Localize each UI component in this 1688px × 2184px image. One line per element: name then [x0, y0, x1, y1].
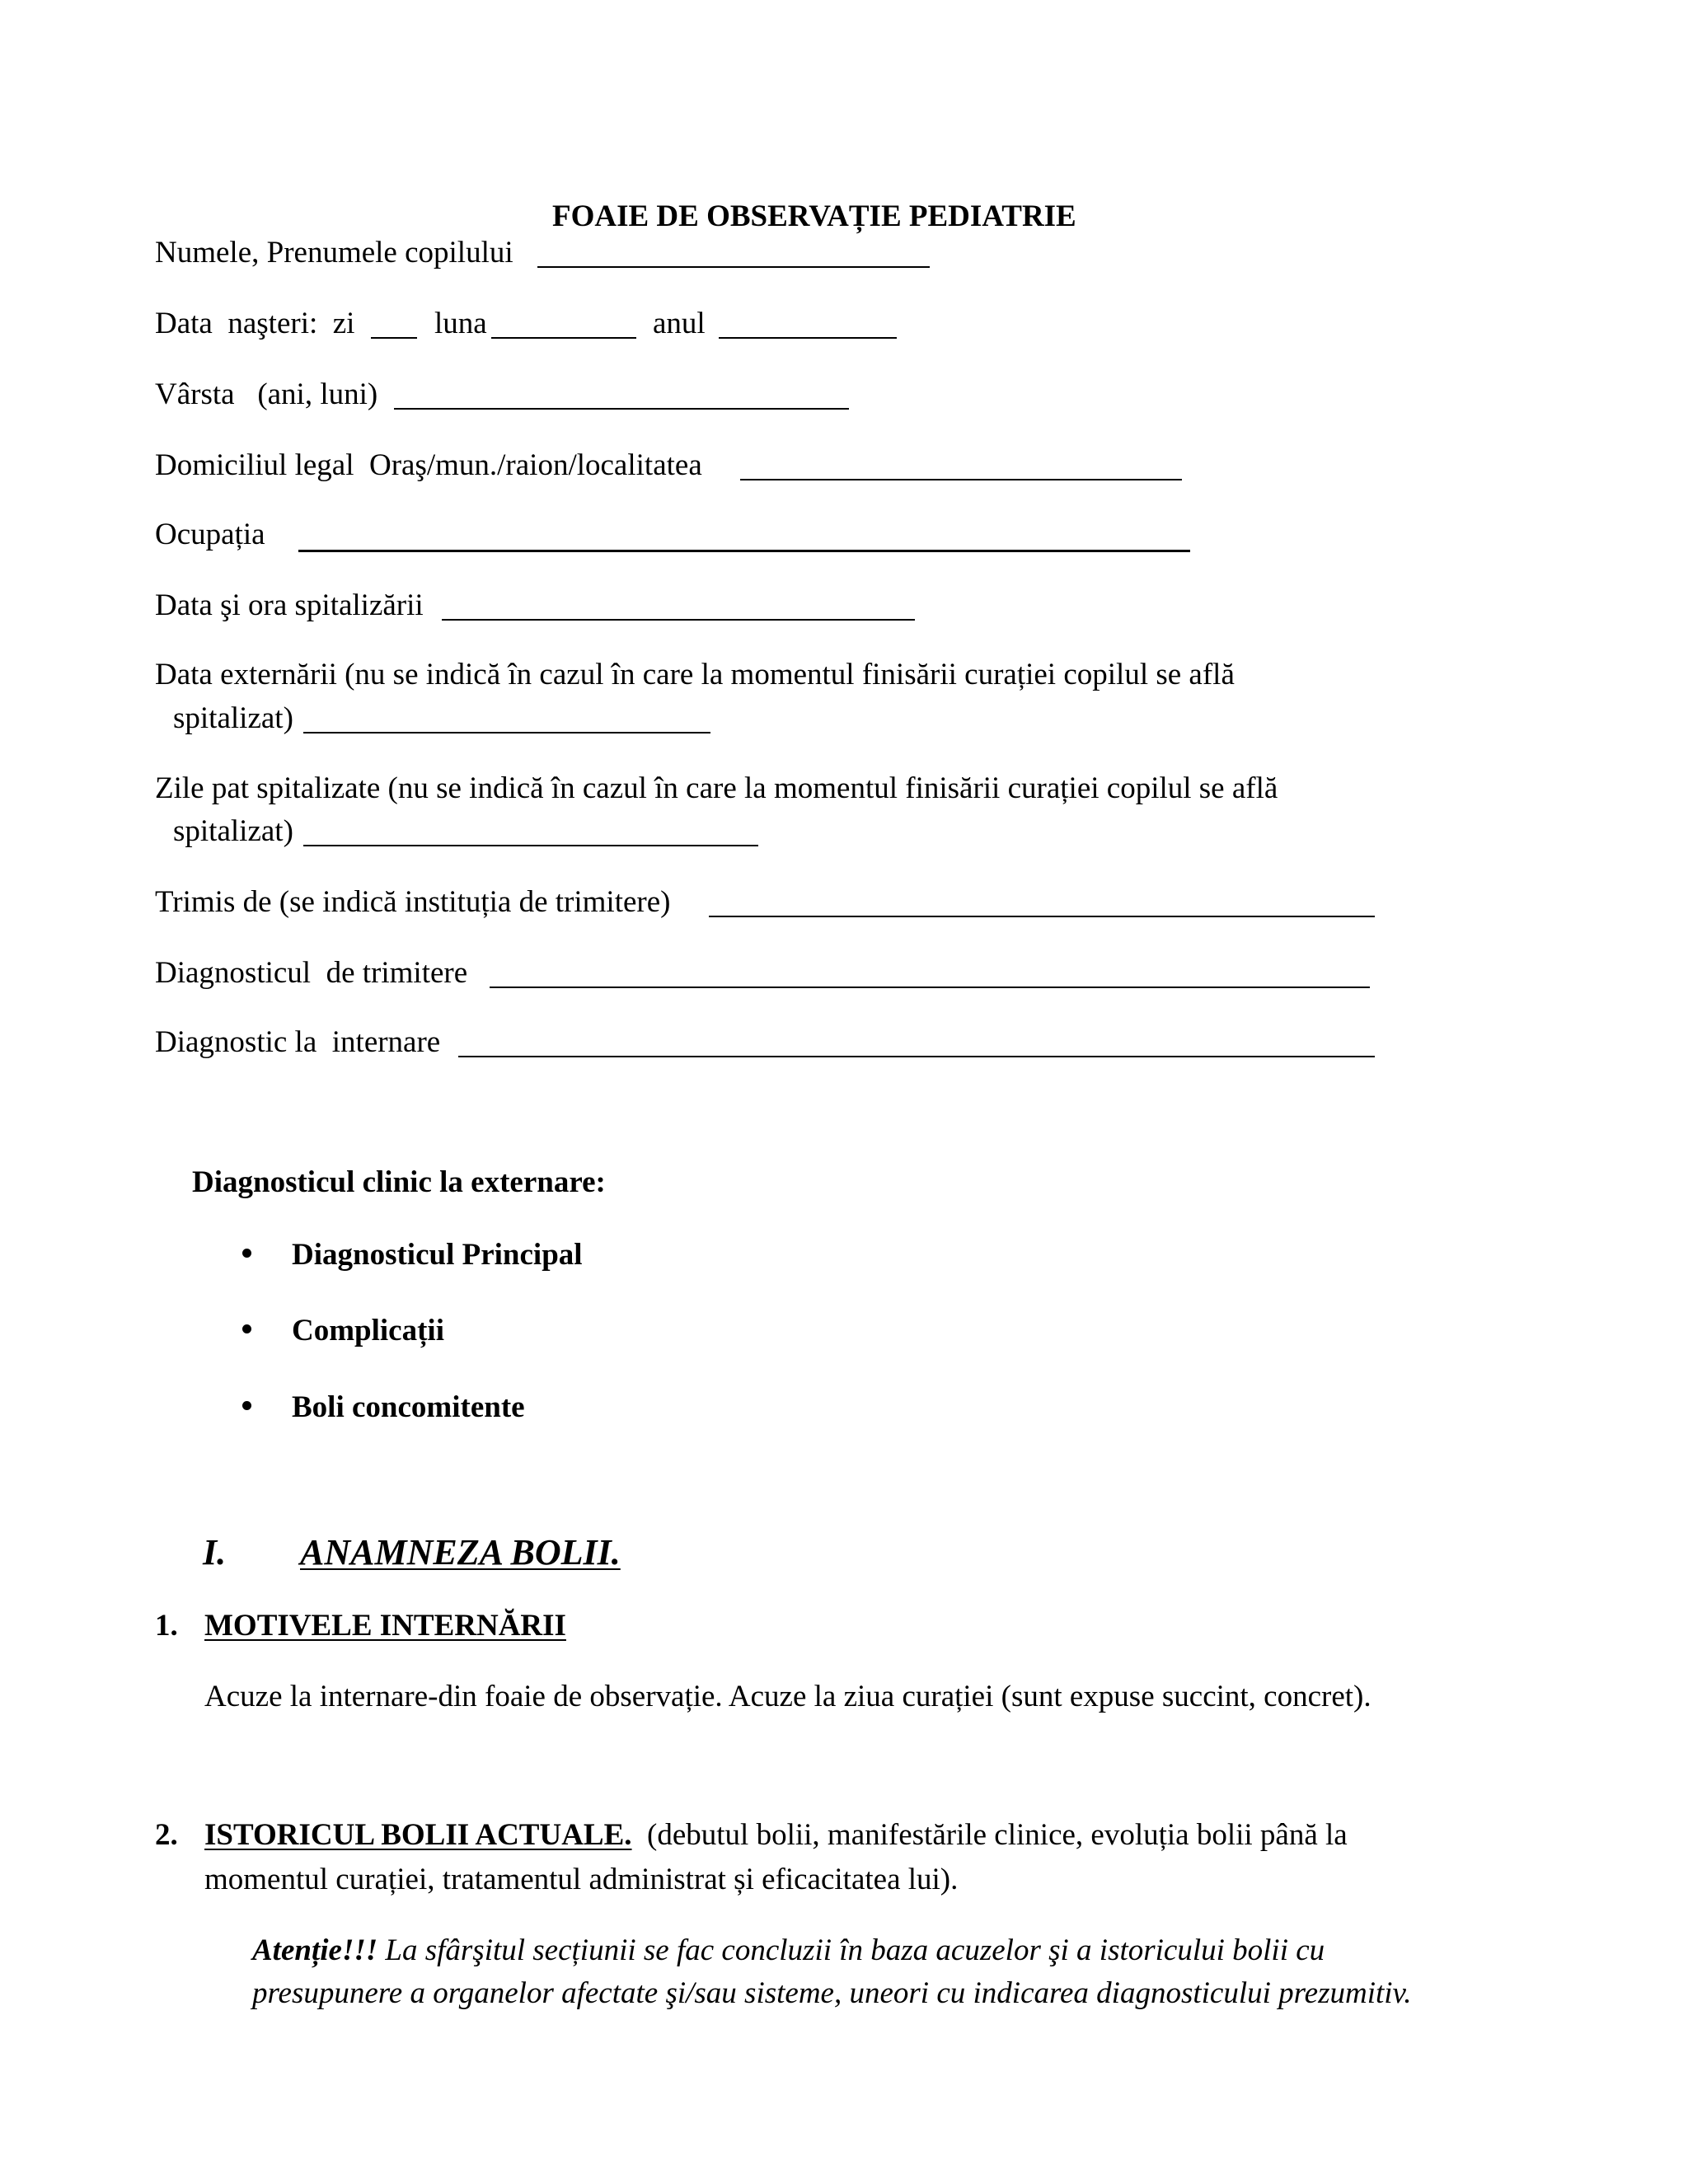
occupation-field[interactable] [298, 550, 1190, 552]
discharge-date-label-cont: spitalizat) [173, 701, 293, 735]
referred-by-field[interactable] [709, 916, 1375, 917]
section-heading: ANAMNEZA BOLII. [300, 1532, 621, 1572]
note-line [252, 1935, 1325, 1966]
birth-day-field[interactable] [371, 337, 417, 339]
referral-diagnosis-label: Diagnosticul de trimitere [155, 956, 468, 990]
birth-year-label: anul [653, 307, 706, 340]
residence-field[interactable] [740, 479, 1182, 480]
item-heading: ISTORICUL BOLII ACTUALE. [204, 1818, 632, 1852]
discharge-diagnosis-item: Boli concomitente [292, 1390, 525, 1424]
admission-datetime-field[interactable] [442, 619, 915, 621]
item-number: 2. [155, 1818, 178, 1852]
note-text-cont: presupunere a organelor afectate şi/sau sisteme, uneori cu indicarea diagnosticului prezumitiv. [252, 1976, 1412, 2010]
referred-by-label: Trimis de (se indică instituția de trimitere) [155, 885, 671, 919]
discharge-diagnosis-item: Diagnosticul Principal [292, 1238, 583, 1272]
bed-days-label-cont: spitalizat) [173, 814, 293, 848]
bullet-icon [242, 1249, 251, 1258]
section-numeral: I. [203, 1532, 227, 1572]
bed-days-label: Zile pat spitalizate (nu se indică în cazul în care la momentul finisării curației copilul se află [155, 771, 1278, 805]
discharge-date-label: Data externării (nu se indică în cazul în care la momentul finisării curației copilul se află [155, 658, 1235, 691]
child-name-field[interactable] [537, 266, 930, 268]
item-number: 1. [155, 1609, 178, 1643]
item-heading: MOTIVELE INTERNĂRII [204, 1609, 566, 1643]
note-text: La sfârşitul secțiunii se fac concluzii în baza acuzelor şi a istoricului bolii cu [377, 1933, 1325, 1967]
admission-diagnosis-label: Diagnostic la internare [155, 1025, 441, 1059]
item-text: Acuze la internare-din foaie de observație. Acuze la ziua curației (sunt expuse succint, concret). [204, 1680, 1372, 1713]
bed-days-field[interactable] [303, 845, 758, 846]
age-field[interactable] [394, 408, 849, 410]
form-title: FOAIE DE OBSERVAȚIE PEDIATRIE [552, 199, 1076, 233]
discharge-diagnosis-item: Complicații [292, 1314, 444, 1347]
occupation-label: Ocupația [155, 518, 265, 551]
discharge-diagnosis-heading: Diagnosticul clinic la externare: [192, 1165, 606, 1199]
referral-diagnosis-field[interactable] [490, 987, 1370, 988]
admission-datetime-label: Data şi ora spitalizării [155, 588, 424, 622]
birth-month-field[interactable] [491, 337, 636, 339]
item-text-cont: momentul curației, tratamentul administrat și eficacitatea lui). [204, 1863, 959, 1896]
admission-diagnosis-field[interactable] [458, 1056, 1375, 1057]
age-label: Vârsta (ani, luni) [155, 377, 378, 411]
discharge-date-field[interactable] [303, 732, 710, 733]
residence-label: Domiciliul legal Oraş/mun./raion/localitatea [155, 448, 702, 482]
child-name-label: Numele, Prenumele copilului [155, 236, 513, 269]
item-text: (debutul bolii, manifestările clinice, evoluția bolii până la [631, 1818, 1348, 1852]
note-emphasis: Atenție!!! [252, 1933, 378, 1967]
birth-month-label: luna [434, 307, 487, 340]
birth-year-field[interactable] [719, 337, 897, 339]
item-heading-line [204, 1820, 1348, 1850]
bullet-icon [242, 1401, 251, 1410]
bullet-icon [242, 1324, 251, 1333]
birth-day-label: Data naşteri: zi [155, 307, 355, 340]
